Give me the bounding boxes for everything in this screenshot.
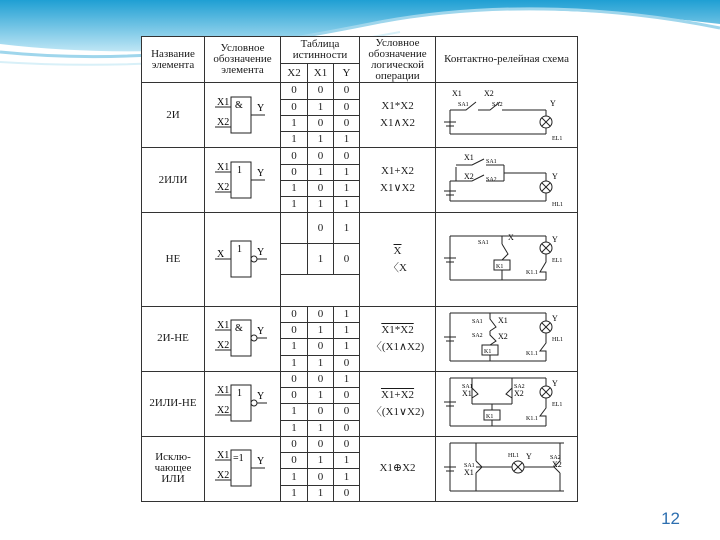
truth-cell: 0 bbox=[308, 469, 334, 485]
svg-text:K1.1: K1.1 bbox=[525, 416, 538, 423]
scheme-label: EL1 bbox=[551, 135, 562, 142]
op-line: 〈(X1∧X2) bbox=[370, 340, 425, 353]
gate-in-x1: X1 bbox=[216, 96, 229, 108]
svg-text:X1: X1 bbox=[216, 385, 229, 397]
truth-spacer bbox=[281, 290, 360, 306]
svg-text:Y: Y bbox=[525, 452, 532, 462]
page-number: 12 bbox=[661, 509, 680, 528]
svg-text:X2: X2 bbox=[497, 332, 508, 342]
truth-cell: 0 bbox=[308, 213, 334, 244]
truth-cell: 1 bbox=[308, 485, 334, 501]
truth-cell: 0 bbox=[334, 388, 360, 404]
svg-text:K1: K1 bbox=[495, 264, 503, 271]
truth-cell: 1 bbox=[334, 306, 360, 322]
gate-out-y: Y bbox=[256, 102, 264, 114]
svg-text:1: 1 bbox=[236, 388, 242, 400]
truth-cell: 1 bbox=[281, 197, 308, 213]
truth-cell: 1 bbox=[334, 197, 360, 213]
row-name-2ili: 2ИЛИ bbox=[142, 148, 205, 213]
truth-cell: 0 bbox=[334, 99, 360, 115]
truth-cell: 1 bbox=[308, 322, 334, 338]
truth-cell: 0 bbox=[281, 99, 308, 115]
truth-cell: 0 bbox=[334, 404, 360, 420]
gate-symbol-2i-ne bbox=[205, 306, 281, 371]
svg-text:SA2: SA2 bbox=[485, 176, 497, 183]
truth-cell: 0 bbox=[334, 148, 360, 164]
truth-cell: 1 bbox=[308, 99, 334, 115]
op-line: 〈X bbox=[388, 261, 407, 274]
scheme-2ili bbox=[436, 148, 578, 213]
scheme-label: X2 bbox=[483, 88, 494, 98]
truth-cell: 0 bbox=[334, 244, 360, 275]
truth-cell: 0 bbox=[334, 355, 360, 371]
truth-cell: 0 bbox=[281, 164, 308, 180]
op-line: X1+X2 bbox=[380, 165, 415, 178]
header-name: Название элемента bbox=[142, 37, 205, 83]
svg-text:SA2: SA2 bbox=[549, 455, 561, 462]
truth-cell: 1 bbox=[308, 355, 334, 371]
scheme-label: Y bbox=[549, 98, 556, 108]
svg-text:Y: Y bbox=[256, 167, 264, 179]
truth-cell: 0 bbox=[281, 306, 308, 322]
svg-text:X2: X2 bbox=[216, 470, 229, 482]
svg-text:HL1: HL1 bbox=[551, 337, 563, 344]
svg-text:X1: X1 bbox=[216, 161, 229, 173]
svg-text:X2: X2 bbox=[513, 389, 524, 399]
svg-text:=1: =1 bbox=[232, 453, 244, 465]
svg-text:X2: X2 bbox=[216, 405, 229, 417]
truth-cell: 0 bbox=[281, 371, 308, 387]
svg-text:X: X bbox=[507, 233, 514, 243]
truth-cell: 0 bbox=[334, 436, 360, 452]
truth-cell: 1 bbox=[334, 339, 360, 355]
scheme-label: SA1 bbox=[457, 101, 469, 108]
truth-cell: 1 bbox=[281, 469, 308, 485]
op-2ili-ne bbox=[360, 371, 436, 436]
svg-text:Y: Y bbox=[551, 171, 558, 181]
op-2ili bbox=[360, 148, 436, 213]
header-col-y: Y bbox=[334, 63, 360, 82]
gate-in-x2: X2 bbox=[216, 116, 229, 128]
truth-cell: 0 bbox=[308, 371, 334, 387]
svg-text:Y: Y bbox=[551, 314, 558, 324]
truth-cell: 1 bbox=[334, 180, 360, 196]
truth-cell: 1 bbox=[308, 164, 334, 180]
truth-cell: 1 bbox=[334, 322, 360, 338]
truth-cell: 1 bbox=[281, 404, 308, 420]
svg-text:X2: X2 bbox=[216, 181, 229, 193]
truth-cell: 1 bbox=[308, 453, 334, 469]
op-line: X1+X2 bbox=[380, 388, 415, 401]
svg-text:SA1: SA1 bbox=[463, 463, 475, 470]
svg-text:X1: X1 bbox=[461, 389, 472, 399]
truth-cell: 1 bbox=[281, 180, 308, 196]
svg-text:1: 1 bbox=[236, 244, 242, 256]
svg-text:X2: X2 bbox=[216, 340, 229, 352]
truth-cell: 1 bbox=[334, 453, 360, 469]
svg-text:K1: K1 bbox=[483, 349, 491, 356]
op-line: 〈(X1∨X2) bbox=[370, 405, 425, 418]
scheme-xor bbox=[436, 436, 578, 501]
truth-cell: 1 bbox=[334, 469, 360, 485]
scheme-2i-ne bbox=[436, 306, 578, 371]
scheme-2i bbox=[436, 83, 578, 148]
row-name-2i-ne: 2И-НЕ bbox=[142, 306, 205, 371]
header-col-x1: X1 bbox=[308, 63, 334, 82]
svg-text:EL1: EL1 bbox=[551, 258, 562, 265]
truth-cell: 0 bbox=[334, 420, 360, 436]
header-col-x2: X2 bbox=[281, 63, 308, 82]
truth-cell: 0 bbox=[308, 306, 334, 322]
svg-text:HL1: HL1 bbox=[551, 201, 563, 207]
truth-cell: 0 bbox=[334, 115, 360, 131]
truth-cell: 0 bbox=[281, 388, 308, 404]
op-line: X1*X2 bbox=[381, 100, 414, 113]
svg-text:X2: X2 bbox=[463, 171, 474, 181]
truth-cell: 0 bbox=[281, 148, 308, 164]
truth-cell: 0 bbox=[308, 339, 334, 355]
svg-text:K1.1: K1.1 bbox=[525, 351, 538, 358]
svg-text:X1: X1 bbox=[216, 450, 229, 462]
truth-cell: 0 bbox=[334, 485, 360, 501]
svg-text:X1: X1 bbox=[463, 468, 474, 478]
svg-text:Y: Y bbox=[256, 456, 264, 468]
truth-cell: 0 bbox=[308, 148, 334, 164]
truth-cell: 1 bbox=[334, 164, 360, 180]
truth-cell: 1 bbox=[281, 339, 308, 355]
scheme-label: SA2 bbox=[491, 101, 503, 108]
op-xor bbox=[360, 436, 436, 501]
gate-symbol-2ili-ne bbox=[205, 371, 281, 436]
op-line: X1⊕X2 bbox=[379, 462, 416, 475]
svg-text:SA1: SA1 bbox=[461, 384, 473, 391]
truth-cell: 1 bbox=[308, 197, 334, 213]
truth-cell: 1 bbox=[308, 244, 334, 275]
truth-cell: 1 bbox=[308, 420, 334, 436]
truth-cell: 0 bbox=[308, 115, 334, 131]
svg-text:X1: X1 bbox=[463, 152, 474, 162]
header-opsym: Условное обозначение логической операции bbox=[360, 37, 436, 83]
op-ne bbox=[360, 213, 436, 306]
op-2i bbox=[360, 83, 436, 148]
logic-elements-table bbox=[141, 36, 578, 502]
gate-symbol-2ili bbox=[205, 148, 281, 213]
truth-cell: 1 bbox=[281, 420, 308, 436]
header-scheme: Контактно-релейная схема bbox=[436, 37, 578, 83]
header-symbol: Условное обозначение элемента bbox=[205, 37, 281, 83]
svg-text:X1: X1 bbox=[497, 316, 508, 326]
svg-text:SA1: SA1 bbox=[471, 319, 483, 326]
truth-cell-empty bbox=[281, 244, 308, 275]
truth-cell: 1 bbox=[281, 355, 308, 371]
svg-text:1: 1 bbox=[236, 164, 242, 176]
op-line: X1*X2 bbox=[381, 323, 414, 336]
truth-cell: 0 bbox=[334, 83, 360, 99]
truth-cell: 0 bbox=[308, 180, 334, 196]
logic-elements-table-sheet bbox=[141, 36, 577, 502]
svg-text:X2: X2 bbox=[551, 460, 562, 470]
truth-cell-empty bbox=[281, 213, 308, 244]
gate-symbol-2i bbox=[205, 83, 281, 148]
svg-text:Y: Y bbox=[551, 379, 558, 389]
truth-cell: 1 bbox=[334, 132, 360, 148]
scheme-ne bbox=[436, 213, 578, 306]
truth-cell: 1 bbox=[308, 132, 334, 148]
op-line: X1∨X2 bbox=[380, 182, 415, 195]
svg-text:SA2: SA2 bbox=[513, 384, 525, 391]
gate-symbol-ne bbox=[205, 213, 281, 306]
row-name-ne: НЕ bbox=[142, 213, 205, 306]
svg-text:SA2: SA2 bbox=[471, 333, 483, 340]
svg-text:K1: K1 bbox=[485, 414, 493, 421]
op-line: $\overline{X}$ bbox=[393, 244, 402, 257]
svg-text:EL1: EL1 bbox=[551, 402, 562, 409]
svg-text:X1: X1 bbox=[216, 320, 229, 332]
truth-cell: 0 bbox=[308, 404, 334, 420]
truth-cell: 1 bbox=[281, 485, 308, 501]
gate-label: & bbox=[234, 99, 243, 111]
truth-cell: 0 bbox=[308, 436, 334, 452]
truth-cell: 0 bbox=[308, 83, 334, 99]
gate-symbol-xor bbox=[205, 436, 281, 501]
row-name-2i: 2И bbox=[142, 83, 205, 148]
truth-cell: 1 bbox=[308, 388, 334, 404]
op-line: X1∧X2 bbox=[380, 117, 415, 130]
truth-spacer bbox=[281, 275, 360, 291]
svg-text:X: X bbox=[216, 249, 224, 261]
truth-cell: 0 bbox=[281, 83, 308, 99]
svg-text:Y: Y bbox=[551, 235, 558, 245]
svg-text:HL1: HL1 bbox=[507, 453, 519, 460]
truth-cell: 1 bbox=[281, 115, 308, 131]
truth-cell: 0 bbox=[281, 322, 308, 338]
header-truth: Таблица истинности bbox=[281, 37, 360, 64]
truth-cell: 1 bbox=[281, 132, 308, 148]
op-2i-ne bbox=[360, 306, 436, 371]
row-name-xor: Исклю-чающее ИЛИ bbox=[142, 436, 205, 501]
row-name-2ili-ne: 2ИЛИ-НЕ bbox=[142, 371, 205, 436]
truth-cell: 1 bbox=[334, 371, 360, 387]
svg-text:&: & bbox=[234, 323, 243, 335]
truth-cell: 0 bbox=[281, 453, 308, 469]
truth-cell: 0 bbox=[281, 436, 308, 452]
svg-text:Y: Y bbox=[256, 326, 264, 338]
svg-text:K1.1: K1.1 bbox=[525, 270, 538, 277]
svg-text:SA1: SA1 bbox=[485, 158, 497, 165]
scheme-2ili-ne bbox=[436, 371, 578, 436]
scheme-label: X1 bbox=[451, 88, 462, 98]
svg-text:Y: Y bbox=[256, 247, 264, 259]
truth-cell: 1 bbox=[334, 213, 360, 244]
svg-text:Y: Y bbox=[256, 391, 264, 403]
svg-text:SA1: SA1 bbox=[477, 240, 489, 247]
